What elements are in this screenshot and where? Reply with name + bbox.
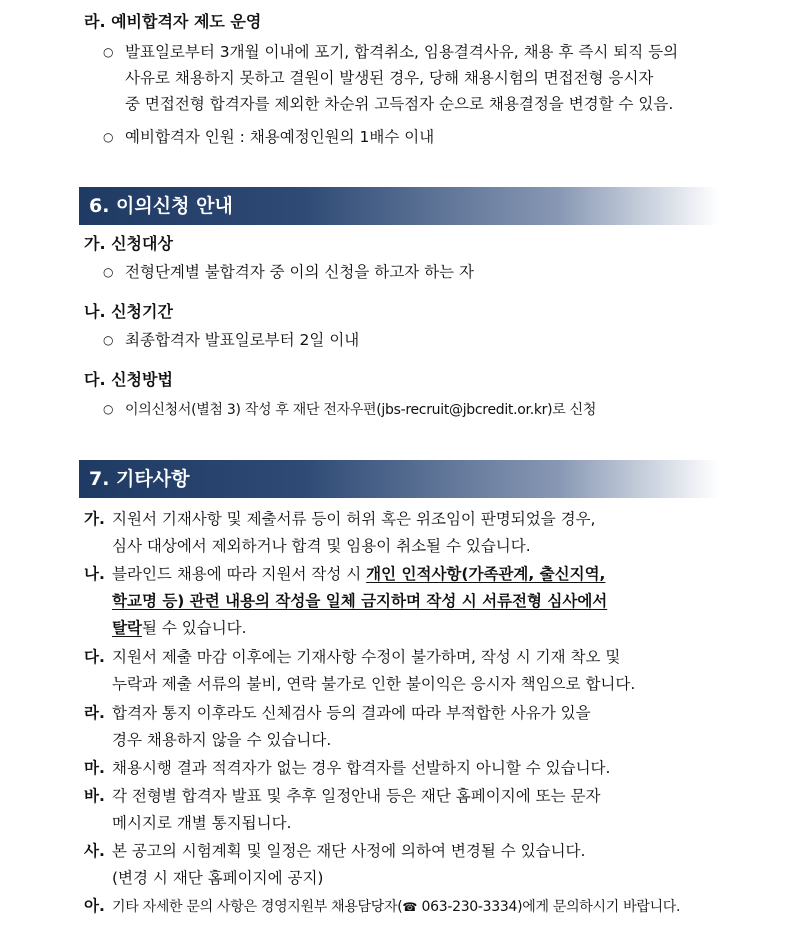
section-6-bar (79, 187, 719, 225)
section-7-item-na (84, 561, 720, 642)
item-line-1: 지원서 제출 마감 이후에는 기재사항 수정이 불가하며, 작성 시 기재 착오 및 (112, 648, 621, 666)
item-line-2: 심사 대상에서 제외하거나 합격 및 임용이 취소될 수 있습니다. (112, 537, 531, 555)
reserve-heading: 라. 예비합격자 제도 운영 (84, 12, 262, 31)
item-marker: 가. (84, 510, 105, 528)
item-line-3-post: 될 수 있습니다. (141, 619, 247, 637)
section-6-c-heading: 다. 신청방법 (84, 370, 173, 389)
item-line-1-emphasis: 개인 인적사항(가족관계, 출신지역, (366, 565, 606, 583)
section-7-item-ga (84, 506, 720, 560)
item-line-1: 지원서 기재사항 및 제출서류 등이 허위 혹은 위조임이 판명되었을 경우, (112, 510, 596, 528)
section-7-item-ba (84, 783, 720, 837)
bullet-circle-icon: ○ (103, 402, 114, 416)
item-marker: 사. (84, 842, 105, 860)
item-line-2: 누락과 제출 서류의 불비, 연락 불가로 인한 불이익은 응시자 책임으로 합니다. (112, 675, 636, 693)
section-6-b-text: 최종합격자 발표일로부터 2일 이내 (125, 331, 360, 349)
section-7-item-ra (84, 700, 720, 754)
reserve-bullet-1 (103, 39, 719, 117)
item-marker: 나. (84, 565, 105, 583)
section-6-c-text: 이의신청서(별첨 3) 작성 후 재단 전자우편(jbs-recruit@jbcredit.or.kr)로 신청 (125, 402, 597, 418)
item-line-2: 경우 채용하지 않을 수 있습니다. (112, 731, 332, 749)
item-line-2: 메시지로 개별 통지됩니다. (112, 814, 292, 832)
section-6-b-bullet (103, 327, 719, 353)
reserve-bullet-1-line-3: 중 면접전형 합격자를 제외한 차순위 고득점자 순으로 채용결정을 변경할 수 있음. (125, 95, 674, 113)
section-6-c-bullet (103, 396, 719, 423)
item-marker: 다. (84, 648, 105, 666)
section-7-item-ma (84, 755, 720, 782)
section-7-item-da (84, 644, 720, 698)
item-line-1: 본 공고의 시험계획 및 일정은 재단 사정에 의하여 변경될 수 있습니다. (112, 842, 586, 860)
item-line-3 (84, 615, 720, 642)
section-6-a-bullet (103, 259, 719, 285)
section-6-a-text: 전형단계별 불합격자 중 이의 신청을 하고자 하는 자 (125, 263, 474, 281)
item-marker: 바. (84, 787, 105, 805)
item-line-2-emphasis: 학교명 등) 관련 내용의 작성을 일체 금지하며 작성 시 서류전형 심사에서 (112, 592, 608, 610)
section-7-bar (79, 460, 719, 498)
section-6-a-heading: 가. 신청대상 (84, 234, 173, 253)
section-6-title: 6. 이의신청 안내 (89, 195, 233, 217)
section-7-title: 7. 기타사항 (89, 468, 190, 490)
reserve-bullet-1-line-1: 발표일로부터 3개월 이내에 포기, 합격취소, 임용결격사유, 채용 후 즉시 퇴직 등의 (125, 43, 679, 61)
reserve-bullet-2-text: 예비합격자 인원 : 채용예정인원의 1배수 이내 (125, 128, 435, 146)
item-marker: 마. (84, 759, 105, 777)
item-line-1-pre: 기타 자세한 문의 사항은 경영지원부 채용담당자( (112, 899, 403, 915)
item-line-1-pre: 블라인드 채용에 따라 지원서 작성 시 (112, 565, 367, 583)
bullet-circle-icon: ○ (103, 333, 114, 347)
bullet-circle-icon: ○ (103, 130, 114, 144)
item-line-3-emphasis: 탈락 (112, 619, 142, 637)
reserve-bullet-1-line-2: 사유로 채용하지 못하고 결원이 발생된 경우, 당해 채용시험의 면접전형 응시자 (125, 69, 654, 87)
bullet-circle-icon: ○ (103, 45, 114, 59)
reserve-bullet-2 (103, 124, 719, 150)
item-line-2 (84, 588, 720, 615)
item-marker: 라. (84, 704, 105, 722)
item-line-1-post: 063-230-3334)에게 문의하시기 바랍니다. (417, 899, 681, 915)
item-line-2: (변경 시 재단 홈페이지에 공지) (112, 869, 324, 887)
item-line-1: 합격자 통지 이후라도 신체검사 등의 결과에 따라 부적합한 사유가 있을 (112, 704, 591, 722)
section-7-item-sa (84, 838, 720, 892)
item-line-1: 채용시행 결과 적격자가 없는 경우 합격자를 선발하지 아니할 수 있습니다. (112, 759, 611, 777)
item-marker: 아. (84, 897, 105, 915)
telephone-icon: ☎ (402, 900, 418, 914)
bullet-circle-icon: ○ (103, 265, 114, 279)
section-6-b-heading: 나. 신청기간 (84, 302, 173, 321)
item-line-1: 각 전형별 합격자 발표 및 추후 일정안내 등은 재단 홈페이지에 또는 문자 (112, 787, 601, 805)
section-7-item-a (84, 893, 720, 921)
